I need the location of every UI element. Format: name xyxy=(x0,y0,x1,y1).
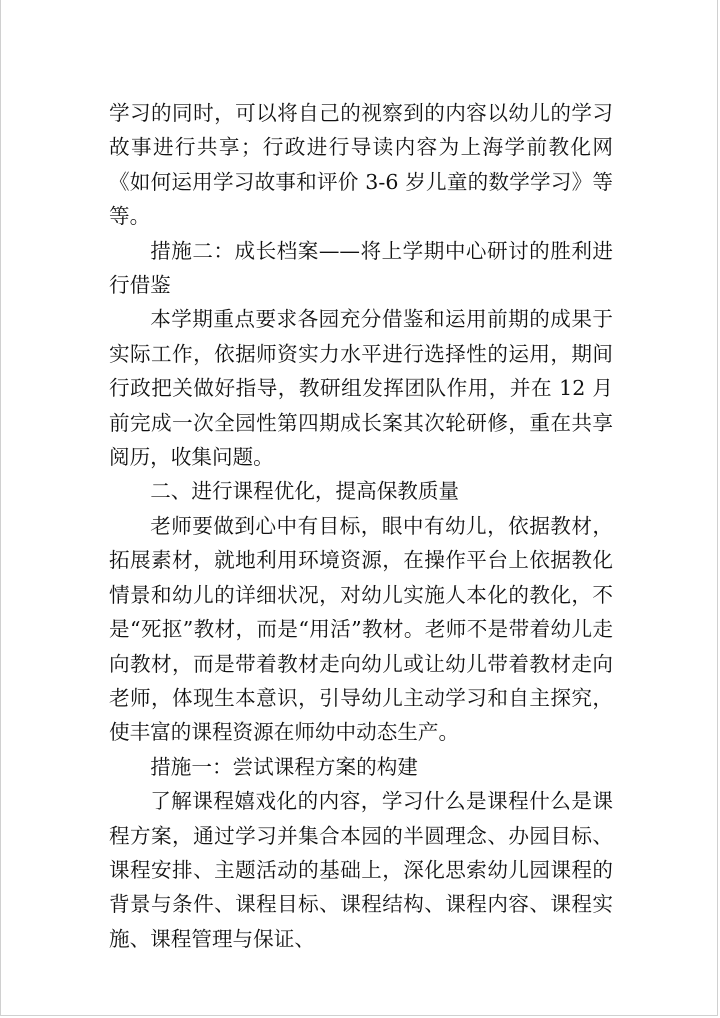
section-heading: 二、进行课程优化，提高保教质量 xyxy=(150,479,460,504)
paragraph-6: 措施一：尝试课程方案的构建 xyxy=(150,754,418,779)
paragraph-7: 了解课程嬉戏化的内容，学习什么是课程什么是课程方案，通过学习并集合本园的半圆理念、办园目标、课程安排、主题活动的基础上，深化思索幼儿园课程的背景与条件、课程目标、课程结构、课程内容、课程实施、课程管理与保证、 xyxy=(109,789,613,951)
document-body xyxy=(109,96,613,956)
paragraph-2: 措施二：成长档案——将上学期中心研讨的胜利进行借鉴 xyxy=(109,238,613,298)
paragraph-5: 老师要做到心中有目标，眼中有幼儿，依据教材，拓展素材，就地利用环境资源，在操作平台上依据教化情景和幼儿的详细状况，对幼儿实施人本化的教化，不是“死抠”教材，而是“用活”教材。老师不是带着幼儿走向教材，而是带着教材走向幼儿或让幼儿带着教材走向老师，体现生本意识，引导幼儿主动学习和自主探究，使丰富的课程资源在师幼中动态生产。 xyxy=(109,513,613,745)
paragraph-3: 本学期重点要求各园充分借鉴和运用前期的成果于实际工作，依据师资实力水平进行选择性的运用，期间行政把关做好指导，教研组发挥团队作用，并在 12 月前完成一次全园性第四期成长案其次轮研修，重在共享阅历，收集问题。 xyxy=(109,307,613,470)
paragraph-1: 学习的同时，可以将自己的视察到的内容以幼儿的学习故事进行共享；行政进行导读内容为上海学前教化网《如何运用学习故事和评价 3-6 岁儿童的数学学习》等等。 xyxy=(109,101,613,229)
